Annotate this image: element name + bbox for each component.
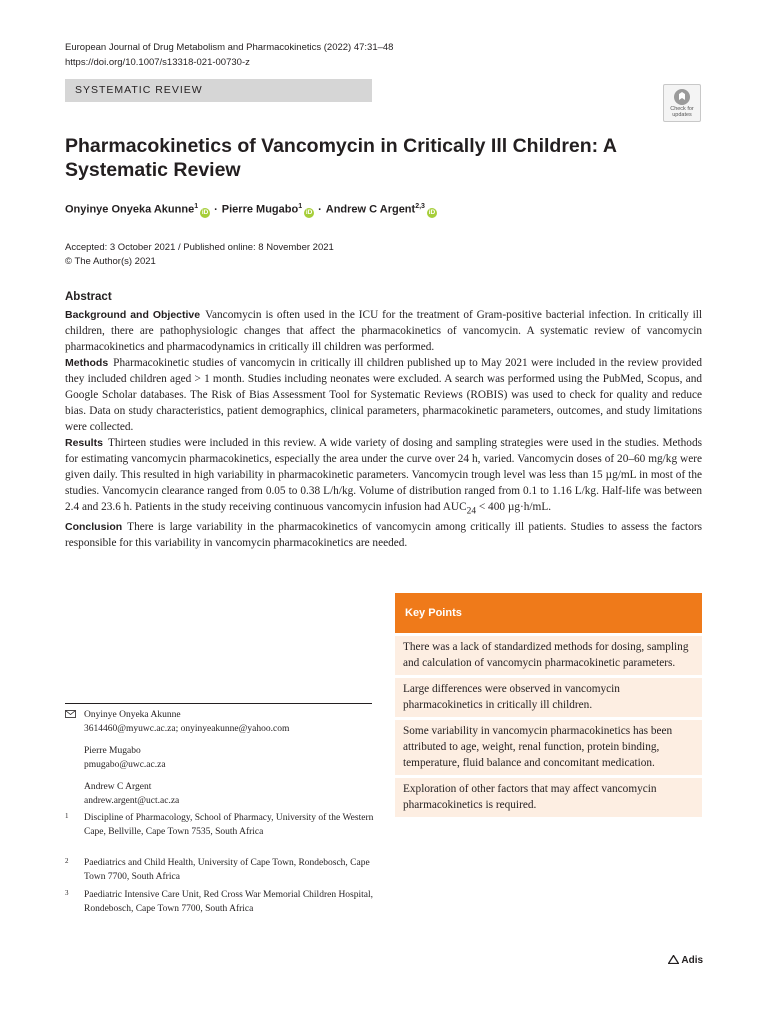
corr-email[interactable]: pmugabo@uwc.ac.za [84, 759, 166, 770]
abstract-body [65, 307, 702, 551]
author-name: Pierre Mugabo [221, 203, 299, 216]
corr-author-name: Andrew C Argent [84, 782, 152, 793]
abstract-heading: Abstract [65, 291, 112, 303]
envelope-icon [65, 710, 76, 718]
abstract-section-label: Results [65, 437, 103, 449]
abstract-section-text: There is large variability in the pharmacokinetics of vancomycin among critically ill patients. Studies to assess the factors responsible for this variability in vancomycin pharmacokinetics are needed. [65, 521, 702, 550]
abstract-section [65, 355, 702, 435]
affiliation-text: Discipline of Pharmacology, School of Pharmacy, University of the Western Cape, Bellville, Cape Town 7535, South Africa [84, 813, 374, 837]
author-affil-marker: 1 [194, 203, 199, 210]
abstract-section-text: Thirteen studies were included in this review. A wide variety of dosing and sampling strategies were used in the studies. Methods for estimating vancomycin pharmacokinetics, especially the area under the curve over 24 h, varied. Vancomycin doses of 20–60 mg/kg were given daily. This resulted in high variability in pharmacokinetic parameters. Vancomycin trough level was less than 15 µg/mL in most of the studies. Vancomycin clearance ranged from 0.05 to 0.38 L/h/kg. Volume of distribution ranged from 0.1 to 1.16 L/kg. Half-life was between 2.4 and 23.6 h. Patients in the study receiving continuous vancomycin infusion had AUC [65, 437, 702, 513]
orcid-icon[interactable]: iD [305, 208, 313, 216]
abstract-section [65, 519, 702, 551]
orcid-icon[interactable]: iD [428, 208, 436, 216]
author-name: Onyinye Onyeka Akunne [65, 203, 195, 216]
key-point-item: Exploration of other factors that may affect vancomycin pharmacokinetics is required. [395, 778, 702, 817]
affiliation-text: Paediatrics and Child Health, University of Cape Town, Rondebosch, Cape Town 7700, South Africa [84, 858, 370, 882]
key-points-box [395, 593, 702, 817]
publisher-logo [668, 955, 703, 966]
abstract-section-label: Conclusion [65, 521, 123, 534]
author-list [65, 203, 437, 218]
check-updates-line2: updates [672, 112, 692, 118]
journal-citation: European Journal of Drug Metabolism and Pharmacokinetics (2022) 47:31–48 [65, 42, 394, 53]
abstract-section-tail: < 400 µg·h/mL. [476, 501, 552, 513]
abstract-subscript: 24 [466, 506, 477, 517]
corr-spacer [84, 772, 289, 781]
corr-email[interactable]: andrew.argent@uct.ac.za [84, 795, 180, 806]
doi-link[interactable]: https://doi.org/10.1007/s13318-021-00730-z [65, 57, 250, 68]
author-affil-marker: 2,3 [415, 203, 425, 210]
affiliation-number: 1 [65, 812, 69, 820]
corr-author-name: Pierre Mugabo [84, 746, 141, 757]
affiliation-number: 2 [65, 857, 69, 865]
correspondence-text [84, 709, 289, 809]
author-separator: · [318, 203, 322, 216]
key-points-heading: Key Points [395, 593, 702, 633]
abstract-section-label: Background and Objective [65, 309, 201, 321]
copyright-line: © The Author(s) 2021 [65, 256, 156, 267]
key-point-item: Some variability in vancomycin pharmacokinetics has been attributed to age, weight, renal function, protein binding, temperature, fluid balance and concomitant medication. [395, 720, 702, 775]
corr-author-name: Onyinye Onyeka Akunne [84, 710, 181, 720]
author-separator: · [214, 203, 218, 216]
author-affil-marker: 1 [298, 203, 303, 210]
affiliation-number: 3 [65, 889, 69, 897]
publisher-name: Adis [681, 955, 704, 966]
article-title: Pharmacokinetics of Vancomycin in Critically Ill Children: A Systematic Review [65, 135, 617, 181]
corr-spacer [84, 736, 289, 745]
accepted-published-line: Accepted: 3 October 2021 / Published online: 8 November 2021 [65, 242, 334, 253]
key-point-item: There was a lack of standardized methods for dosing, sampling and calculation of vancomycin pharmacokinetic parameters. [395, 636, 702, 675]
check-updates-line1: Check for [670, 106, 694, 112]
key-point-item: Large differences were observed in vancomycin pharmacokinetics in critically ill children. [395, 678, 702, 717]
journal-header [65, 40, 393, 70]
article-type-band: SYSTEMATIC REVIEW [65, 79, 372, 102]
orcid-icon[interactable]: iD [201, 208, 209, 216]
affiliation-text: Paediatric Intensive Care Unit, Red Cross War Memorial Children Hospital, Rondebosch, Cape Town 7700, South Africa [84, 890, 374, 914]
author-name: Andrew C Argent [325, 203, 416, 216]
adis-triangle-icon [668, 955, 679, 964]
check-for-updates-badge[interactable] [663, 84, 701, 122]
abstract-section [65, 307, 702, 355]
corr-email[interactable]: 3614460@myuwc.ac.za; onyinyeakunne@yahoo.com [84, 723, 290, 734]
abstract-section-text: Pharmacokinetic studies of vancomycin in critically ill children published up to May 2021 were included in the review provided they included children aged > 1 month. Studies including neonates were excluded. A search was performed using the PubMed, Scopus, and Google Scholar databases. The Risk of Bias Assessment Tool for Systematic Reviews (ROBIS) was used to check for quality and reduce bias. Data on study characteristics, patient demographics, clinical parameters, pharmacokinetic parameters, outcomes, and study limitations were collected. [65, 357, 702, 433]
footnote-divider [65, 703, 372, 704]
abstract-section-text: Vancomycin is often used in the ICU for the treatment of Gram-positive bacterial infection. In critically ill children, there are pathophysiologic changes that affect the pharmacokinetics of vancomycin. A systematic review of vancomycin pharmacokinetics and pharmacodynamics in critically ill children was performed. [65, 309, 702, 353]
check-updates-icon [673, 88, 691, 106]
abstract-section [65, 435, 702, 519]
publication-dates [65, 241, 334, 269]
abstract-section-label: Methods [65, 357, 109, 369]
